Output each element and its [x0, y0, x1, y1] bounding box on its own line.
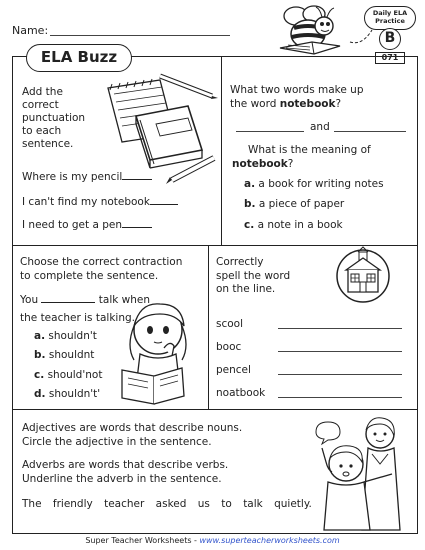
name-line[interactable] [50, 35, 230, 36]
spelling-word-2: booc [216, 341, 242, 353]
spelling-word-3: pencel [216, 364, 251, 376]
punctuation-sentence-3: I need to get a pen [22, 218, 152, 233]
sentence-word[interactable]: quietly. [274, 498, 312, 510]
divider-vertical-top [221, 56, 222, 246]
spelling-line-3[interactable] [278, 374, 402, 375]
sentence-word[interactable]: friendly [52, 498, 93, 510]
divider-horizontal-2 [12, 409, 418, 410]
punctuation-blank-3[interactable] [122, 218, 152, 228]
teacher-student-illustration [310, 412, 414, 532]
compound-blank-2[interactable] [334, 131, 406, 132]
meaning-option-a[interactable]: a. a book for writing notes [244, 178, 384, 190]
name-label: Name: [12, 24, 49, 37]
contraction-blank[interactable] [41, 293, 95, 303]
school-icon [334, 242, 392, 304]
sentence-word[interactable]: teacher [104, 498, 145, 510]
contraction-option-b[interactable]: b. shouldnt [34, 349, 95, 361]
badge-title: Daily ELA Practice [372, 9, 408, 25]
spelling-word-1: scool [216, 318, 244, 330]
meaning-option-c[interactable]: c. a note in a book [244, 219, 343, 231]
spelling-line-1[interactable] [278, 328, 402, 329]
punctuation-sentence-1: Where is my pencil [22, 170, 152, 185]
compound-and: and [310, 121, 330, 133]
punctuation-blank-2[interactable] [150, 195, 178, 205]
compound-question: What two words make up the word notebook? [230, 84, 364, 110]
footer-brand: Super Teacher Worksheets - [85, 536, 200, 545]
adjective-instruction: Adjectives are words that describe nouns. Circle the adjective in the sentence. [22, 422, 243, 448]
divider-vertical-middle [208, 245, 209, 409]
contraction-option-a[interactable]: a. shouldn't [34, 330, 97, 342]
girl-reading-illustration [120, 296, 206, 408]
badge-letter: B [379, 28, 401, 50]
contraction-option-d[interactable]: d. shouldn't' [34, 388, 101, 400]
adverb-instruction: Adverbs are words that describe verbs. Underline the adverb in the sentence. [22, 459, 229, 485]
bee-icon [274, 4, 354, 60]
banner-title: ELA Buzz [26, 44, 132, 72]
punctuation-blank-1[interactable] [122, 170, 152, 180]
footer-url-link[interactable]: www.superteacherworksheets.com [199, 536, 340, 545]
spelling-line-2[interactable] [278, 351, 402, 352]
grammar-sentence [22, 498, 312, 512]
spelling-line-4[interactable] [278, 397, 402, 398]
punctuation-sentence-2: I can't find my notebook [22, 195, 178, 210]
contraction-sentence: You talk when the teacher is talking. [20, 294, 151, 324]
footer [0, 536, 425, 545]
contraction-option-c[interactable]: c. should'not [34, 369, 103, 381]
sentence-word[interactable]: asked [155, 498, 187, 510]
badge-number: 071 [375, 52, 405, 64]
sentence-word[interactable]: talk [243, 498, 263, 510]
punctuation-instruction: Add the correct punctuation to each sentence. [22, 86, 86, 150]
contraction-instruction: Choose the correct contraction to complete the sentence. [20, 256, 183, 282]
spelling-word-4: noatbook [216, 387, 266, 399]
sentence-word[interactable]: The [22, 498, 42, 510]
sentence-word[interactable]: us [197, 498, 210, 510]
spelling-instruction: Correctly spell the word on the line. [216, 256, 291, 295]
meaning-question: What is the meaning of notebook? [232, 144, 371, 170]
meaning-option-b[interactable]: b. a piece of paper [244, 198, 345, 210]
compound-blank-1[interactable] [236, 131, 304, 132]
sentence-word[interactable]: to [221, 498, 232, 510]
